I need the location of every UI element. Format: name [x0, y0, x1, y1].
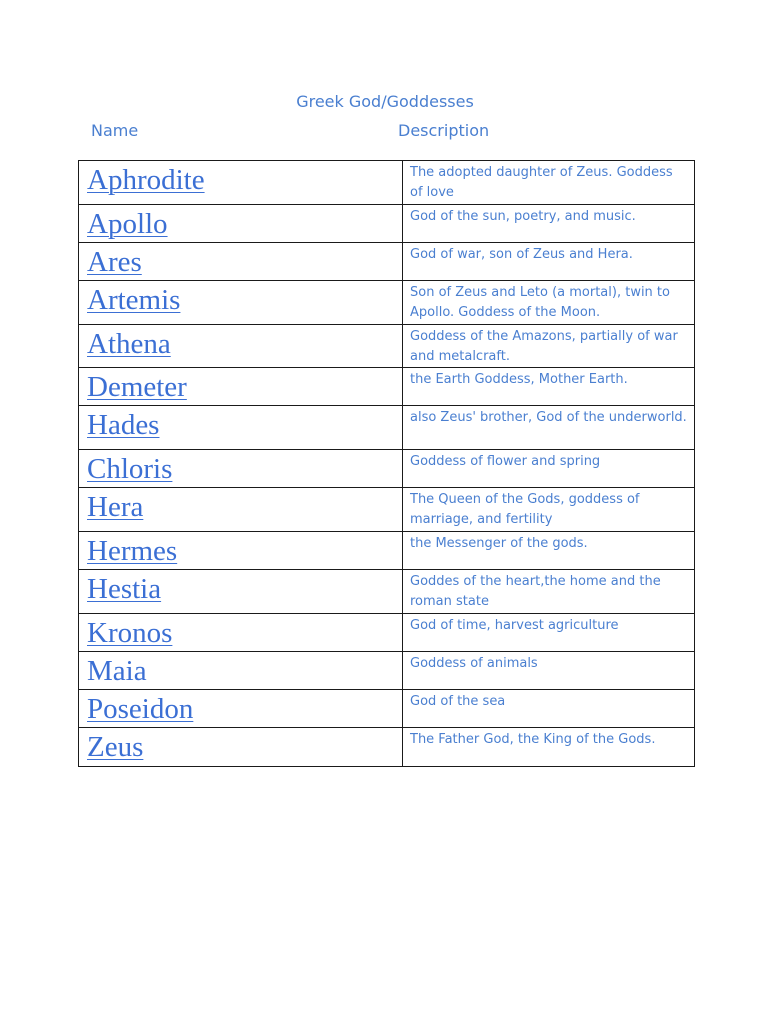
- god-name-link[interactable]: Artemis: [87, 284, 181, 316]
- god-description: the Messenger of the gods.: [410, 536, 588, 551]
- god-name-link[interactable]: Poseidon: [87, 693, 194, 725]
- god-name-cell: [79, 205, 403, 243]
- god-name-cell: [79, 532, 403, 570]
- table-row: [79, 652, 695, 690]
- god-name-cell: [79, 281, 403, 325]
- table-row: [79, 406, 695, 450]
- document-title: Greek God/Goddesses: [296, 92, 474, 111]
- table-row: [79, 205, 695, 243]
- god-name-link[interactable]: Apollo: [87, 208, 168, 240]
- god-description: also Zeus' brother, God of the underworld.: [410, 410, 687, 425]
- name-column-label: Name: [91, 121, 139, 140]
- god-description-cell: [403, 161, 695, 205]
- god-description-cell: [403, 614, 695, 652]
- god-description-cell: [403, 205, 695, 243]
- table-row: [79, 325, 695, 368]
- god-name-cell: [79, 690, 403, 728]
- god-description-cell: [403, 532, 695, 570]
- god-description: God of the sea: [410, 694, 506, 709]
- god-name-link[interactable]: Chloris: [87, 453, 173, 485]
- table-row: [79, 368, 695, 406]
- god-description-cell: [403, 243, 695, 281]
- god-description-cell: [403, 652, 695, 690]
- god-description: The Queen of the Gods, goddess of marriage, and fertility: [410, 492, 640, 527]
- gods-table-body: [79, 161, 695, 767]
- description-column-label: Description: [398, 121, 490, 140]
- god-description: the Earth Goddess, Mother Earth.: [410, 372, 628, 387]
- table-row: [79, 614, 695, 652]
- table-row: [79, 281, 695, 325]
- god-name-link[interactable]: Aphrodite: [87, 164, 205, 196]
- table-row: [79, 532, 695, 570]
- god-name-cell: [79, 406, 403, 450]
- god-description: The adopted daughter of Zeus. Goddess of love: [410, 165, 673, 200]
- god-name-cell: [79, 570, 403, 614]
- god-name-cell: [79, 652, 403, 690]
- god-name: Maia: [87, 655, 147, 687]
- god-description: Goddess of the Amazons, partially of war and metalcraft.: [410, 329, 678, 364]
- table-row: [79, 161, 695, 205]
- god-name-link[interactable]: Zeus: [87, 731, 144, 763]
- god-name-cell: [79, 243, 403, 281]
- god-description: God of the sun, poetry, and music.: [410, 209, 636, 224]
- god-description: The Father God, the King of the Gods.: [410, 732, 656, 747]
- god-description-cell: [403, 450, 695, 488]
- god-name-link[interactable]: Ares: [87, 246, 142, 278]
- god-name-link[interactable]: Kronos: [87, 617, 173, 649]
- god-description: Goddess of animals: [410, 656, 538, 671]
- table-row: [79, 243, 695, 281]
- god-description-cell: [403, 728, 695, 767]
- god-description-cell: [403, 570, 695, 614]
- god-description: Goddess of flower and spring: [410, 454, 601, 469]
- god-description: Son of Zeus and Leto (a mortal), twin to Apollo. Goddess of the Moon.: [410, 285, 670, 320]
- god-name-cell: [79, 325, 403, 368]
- god-name-link[interactable]: Hestia: [87, 573, 162, 605]
- god-name-link[interactable]: Hera: [87, 491, 144, 523]
- god-description: God of war, son of Zeus and Hera.: [410, 247, 633, 262]
- god-description-cell: [403, 368, 695, 406]
- god-description-cell: [403, 281, 695, 325]
- table-row: [79, 570, 695, 614]
- gods-table: [78, 160, 695, 767]
- god-description-cell: [403, 406, 695, 450]
- god-name-link[interactable]: Demeter: [87, 371, 187, 403]
- god-name-link[interactable]: Hermes: [87, 535, 178, 567]
- god-description: God of time, harvest agriculture: [410, 618, 619, 633]
- table-row: [79, 690, 695, 728]
- god-name-cell: [79, 614, 403, 652]
- god-description-cell: [403, 325, 695, 368]
- god-name-link[interactable]: Athena: [87, 328, 171, 360]
- god-description-cell: [403, 690, 695, 728]
- god-name-cell: [79, 488, 403, 532]
- god-name-cell: [79, 450, 403, 488]
- god-name-cell: [79, 161, 403, 205]
- table-row: [79, 728, 695, 767]
- god-description-cell: [403, 488, 695, 532]
- god-name-link[interactable]: Hades: [87, 409, 160, 441]
- god-name-cell: [79, 368, 403, 406]
- god-name-cell: [79, 728, 403, 767]
- table-row: [79, 450, 695, 488]
- god-description: Goddes of the heart,the home and the roman state: [410, 574, 661, 609]
- table-row: [79, 488, 695, 532]
